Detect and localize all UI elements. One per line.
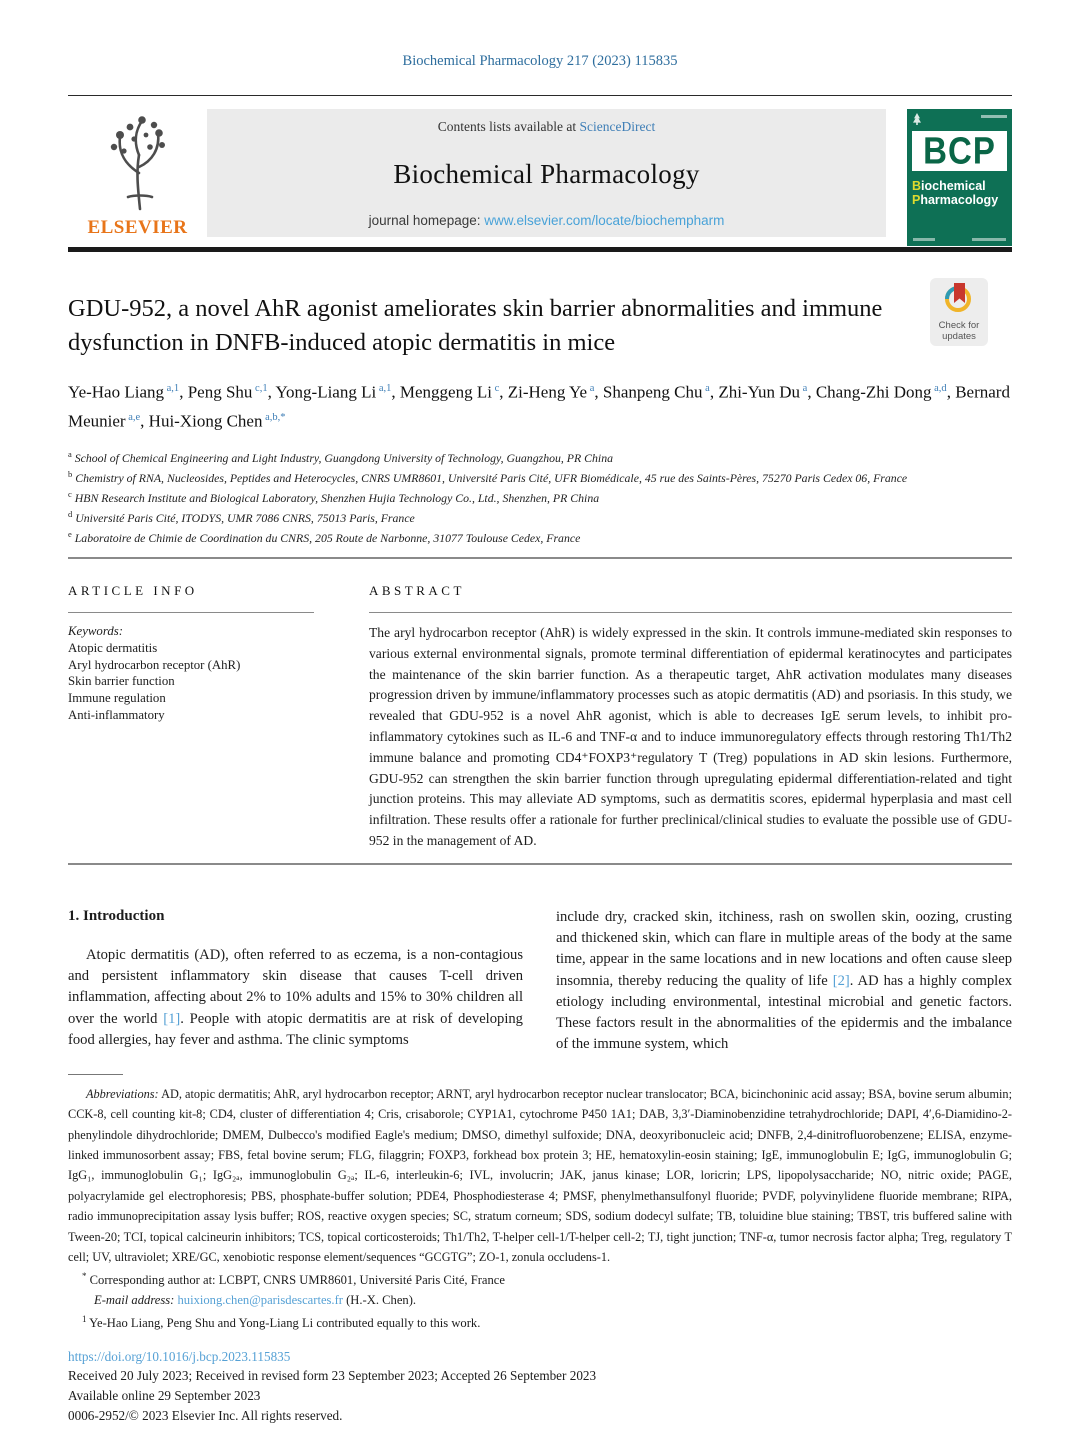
author-affiliation-sup: c,1 (252, 383, 268, 394)
keyword: Immune regulation (68, 691, 166, 706)
author-affiliation-sup: a,1 (164, 383, 180, 394)
author: Hui-Xiong Chen (148, 411, 263, 431)
author-list: Ye-Hao Liang $^{a,1}$, Peng Shu $^{c,1}$, Yong-Liang Li $^{a,1}$, Menggeng Li $^c$, Zi-Heng Ye $^a$, Shanpeng Chu $^a$, Zhi-Yun Du $^a$, Chang-Zhi Dong $^{a,d}$, Bernard Meunier $^{a,e}$, Hui-Xiong Chen $^{a,b,*}$ (68, 382, 1010, 431)
article-info-rule (68, 612, 314, 613)
available-online: Available online 29 September 2023 (68, 1387, 261, 1403)
keyword: Aryl hydrocarbon receptor (AhR) (68, 657, 241, 672)
email-suffix: (H.-X. Chen). (342, 1292, 417, 1307)
author: Zhi-Yun Du (718, 382, 801, 402)
email-label: E-mail address: (94, 1292, 175, 1307)
introduction-heading: 1. Introduction (68, 907, 165, 924)
author: Yong-Liang Li (275, 382, 377, 402)
cover-bottom-marks (913, 238, 1006, 241)
cover-bottom-mark-right (972, 238, 1006, 241)
author-affiliation-sup: a,d (931, 383, 947, 394)
intro-right-column (556, 907, 1012, 1056)
section-divider-top (68, 557, 1012, 559)
author-affiliation-sup: a,e (125, 411, 141, 423)
copyright-line: 0006-2952/© 2023 Elsevier Inc. All rights reserved. (68, 1407, 343, 1423)
cover-line2-initial: P (912, 193, 921, 207)
keywords-label: Keywords: (68, 623, 123, 638)
top-divider (68, 95, 1012, 96)
citation-ref[interactable]: [1] (163, 1010, 181, 1027)
keyword: Anti-inflammatory (68, 707, 165, 722)
author: Chang-Zhi Dong (815, 382, 932, 402)
journal-header (68, 109, 1012, 237)
author: Shanpeng Chu (602, 382, 703, 402)
intro-paragraph-left: Atopic dermatitis (AD), often referred to as eczema, is a non-contagious and persistent inflammatory skin disease that causes T-cell driven inflammation, affecting about 2% to 10% adults and 15% to 30% children all over the world [1]. People with atopic dermatitis are at risk of developing food allergies, hay fever and asthma. The clinic symptoms (68, 946, 523, 1048)
elsevier-wordmark: ELSEVIER (87, 217, 188, 238)
affiliation-line: $^e$ Laboratoire de Chimie de Coordination du CNRS, 205 Route de Narbonne, 31077 Toulouse Cedex, France (68, 529, 581, 545)
keywords-list (68, 640, 314, 724)
author: Menggeng Li (399, 382, 492, 402)
author: Zi-Heng Ye (507, 382, 588, 402)
email-note (68, 1291, 1012, 1310)
header-black-bar (68, 247, 1012, 252)
equal-marker: 1 (82, 1313, 87, 1324)
check-for-updates-badge[interactable] (930, 278, 988, 346)
equal-contribution-note (68, 1310, 1012, 1333)
author-affiliation-sup: a,b,* (262, 411, 286, 423)
elsevier-logo (68, 109, 207, 237)
corresponding-marker: * (82, 1271, 87, 1282)
abbreviations-label: Abbreviations: (86, 1086, 159, 1101)
abstract-column (369, 583, 1012, 852)
keywords-block (68, 623, 314, 724)
cover-top-marks (912, 113, 1007, 129)
intro-left-column (68, 907, 523, 1056)
article-info-heading: ARTICLE INFO (68, 582, 198, 598)
author-affiliation-sup: a,1 (376, 383, 392, 394)
journal-cover-thumbnail (907, 109, 1012, 246)
contents-prefix: Contents lists available at (437, 119, 580, 134)
section-divider-bottom (68, 863, 1012, 865)
cover-line2-rest: harmacology (920, 193, 999, 207)
affiliation-line: $^b$ Chemistry of RNA, Nucleosides, Peptides and Heterocycles, CNRS UMR8601, Université Paris Cité, UFR Biomédicale, 45 rue des Saints-Pères, 75270 Paris Cedex 06, France (68, 469, 908, 486)
cover-bottom-mark-left (913, 238, 935, 241)
check-for-updates-icon (944, 302, 974, 319)
keyword: Atopic dermatitis (68, 640, 158, 655)
abstract-rule (369, 612, 1012, 613)
author-affiliation-sup: c (491, 383, 500, 394)
journal-title: Biochemical Pharmacology (393, 158, 700, 189)
received-dates: Received 20 July 2023; Received in revised form 23 September 2023; Accepted 26 September 2023 (68, 1368, 597, 1384)
affiliation-line: $^a$ School of Chemical Engineering and Light Industry, Guangdong University of Technology, Guangzhou, PR China (68, 449, 613, 466)
cover-issn-mark (981, 115, 1007, 118)
author: Ye-Hao Liang (68, 382, 165, 402)
abstract-heading: ABSTRACT (369, 582, 465, 598)
paper-title: GDU-952, a novel AhR agonist ameliorates skin barrier abnormalities and immune dysfunction in DNFB-induced atopic dermatitis in mice (68, 295, 883, 356)
keyword: Skin barrier function (68, 674, 175, 689)
author: Peng Shu (187, 382, 253, 402)
affiliation-list (68, 446, 1012, 546)
affiliation-sup: c (68, 489, 72, 500)
cover-line1-rest: iochemical (921, 179, 986, 193)
footnote-separator (68, 1074, 123, 1075)
intro-paragraph-right: include dry, cracked skin, itchiness, rash on swollen skin, oozing, crusting and thickened skin, which can flare in multiple areas of the body at the same time, appear in the same locations and in new locations and often cause sleep insomnia, thereby reducing the quality of life [2]. AD has a highly complex etiology including environmental, intestinal microbial and genetic factors. These factors result in the abnormalities of the epidermis and the imbalance of the immune system, which (556, 908, 1012, 1053)
corresponding-author-note (68, 1267, 1012, 1290)
sciencedirect-link[interactable]: ScienceDirect (579, 119, 656, 134)
affiliation-line: $^d$ Université Paris Cité, ITODYS, UMR 7086 CNRS, 75013 Paris, France (68, 509, 415, 525)
author-affiliation-sup: a (587, 383, 595, 394)
check-badge-label: Check for updates (938, 320, 980, 342)
cover-acronym-panel (912, 131, 1007, 171)
cover-journal-name (912, 179, 1007, 207)
affiliation-sup: b (68, 469, 73, 480)
email-link[interactable]: huixiong.chen@parisdescartes.fr (177, 1292, 343, 1307)
affiliation-sup: e (68, 529, 72, 539)
abstract-text: The aryl hydrocarbon receptor (AhR) is widely expressed in the skin. It controls immune-mediated skin responses to various external environmental signals, promote terminal differentiation of epidermal keratinocytes and participates the maintenance of the skin barrier function. As a therapeutic target, AhR activation modulates many diseases progression driven by immune/inflammatory processes such as atopic dermatitis (AD) and psoriasis. In this study, we revealed that GDU-952 is a novel AhR agonist, which is able to decreases IgE serum levels, to inhibit pro-inflammatory cytokines such as IL-6 and TNF-α and to induce immunoregulatory effects through restoring Th1/Th2 immune balance and promoting CD4⁺FOXP3⁺regulatory T (Treg) populations in AD skin lesions. Furthermore, GDU-952 can strengthen the skin barrier function through upregulating epidermal differentiation-related and tight junction proteins. This may alleviate AD symptoms, such as dermatitis scores, epidermal hyperplasia and mast cell infiltration. These results offer a rationale for further preclinical/clinical studies to evaluate the possible use of GDU-952 in the management of AD. (369, 624, 1012, 848)
homepage-prefix: journal homepage: (368, 213, 485, 228)
cover-line1-initial: B (912, 179, 922, 193)
doi-link[interactable]: https://doi.org/10.1016/j.bcp.2023.115835 (68, 1348, 291, 1364)
affiliation-line: $^c$ HBN Research Institute and Biological Laboratory, Shenzhen Hujia Technology Co., Ltd., Shenzhen, PR China (68, 489, 600, 506)
author-affiliation-sup: a (702, 383, 710, 394)
journal-citation: Biochemical Pharmacology 217 (2023) 115835 (402, 53, 678, 69)
homepage-link[interactable]: www.elsevier.com/locate/biochempharm (484, 213, 725, 228)
equal-text: Ye-Hao Liang, Peng Shu and Yong-Liang Li contributed equally to this work. (86, 1315, 481, 1330)
affiliation-sup: a (68, 449, 72, 460)
author-affiliation-sup: a (800, 383, 808, 394)
cover-acronym: BCP (923, 129, 996, 172)
journal-banner (207, 109, 886, 237)
citation-ref[interactable]: [2] (832, 972, 850, 989)
abbreviations-text: AD, atopic dermatitis; AhR, aryl hydrocarbon receptor; ARNT, aryl hydrocarbon receptor nuclear translocator; BCA, bicinchoninic acid assay; BSA, bovine serum albumin; CCK-8, cell counting kit-8; CD4, cluster of differentiation 4; Cris, crisaborole; CYP1A1, cytochrome P450 1A1; DAB, 3,3′-Diaminobenzidine tetrahydrochloride; DAPI, 4′,6-Diamidino-2-phenylindole dihydrochloride; DMEM, Dulbecco's modified Eagle's medium; DMSO, dimethyl sulfoxide; DNA, deoxyribonucleic acid; DNFB, 2,4-dinitrofluorobenzene; ELISA, enzyme-linked immunosorbent assay; FBS, fetal bovine serum; FLG, filaggrin; FOXP3, forkhead box protein 3; HE, hematoxylin-eosin staining; IgE, immunoglobulin E; IgG, immunoglobulin G; IgG₁, immunoglobulin G₁; IgG₂ₐ, immunoglobulin G₂ₐ; IL-6, interleukin-6; IVL, involucrin; JAK, janus kinase; LOR, loricrin; LPS, lipopolysaccharide; NO, nitric oxide; PAGE, polyacrylamide gel electrophoresis; PBS, phosphate-buffer solution; PDE4, Phosphodiesterase 4; PMSF, phenylmethansulfonyl fluoride; PVDF, polyvinylidene fluoride membrane; RIPA, radio immunoprecipitation assay lysis buffer; ROS, reactive oxygen species; SC, stratum corneum; SDS, sodium dodecyl sulfate; TB, toluidine blue staining; TBST, tris buffered saline with Tween-20; TCI, topical calcineurin inhibitors; TCS, topical corticosteroids; Th1/Th2, T-helper cell-1/T-helper cell-2; TJ, tight junction; TNF-α, tumor necrosis factor alpha; Treg, regulatory T cell; UV, ultraviolet; XRE/GC, xenobiotic response element/sequences “GCGTG”; ZO-1, zonula occludens-1. (68, 1086, 1012, 1265)
corresponding-text: Corresponding author at: LCBPT, CNRS UMR8601, Université Paris Cité, France (86, 1273, 505, 1288)
contents-line (215, 119, 878, 135)
author: Bernard Meunier (68, 382, 1010, 431)
elsevier-tree-icon (88, 111, 188, 216)
article-info-column (68, 583, 314, 852)
cover-tree-icon (912, 113, 922, 125)
abbreviations-paragraph (68, 1084, 1012, 1268)
homepage-line (215, 213, 878, 228)
affiliation-sup: d (68, 509, 73, 520)
